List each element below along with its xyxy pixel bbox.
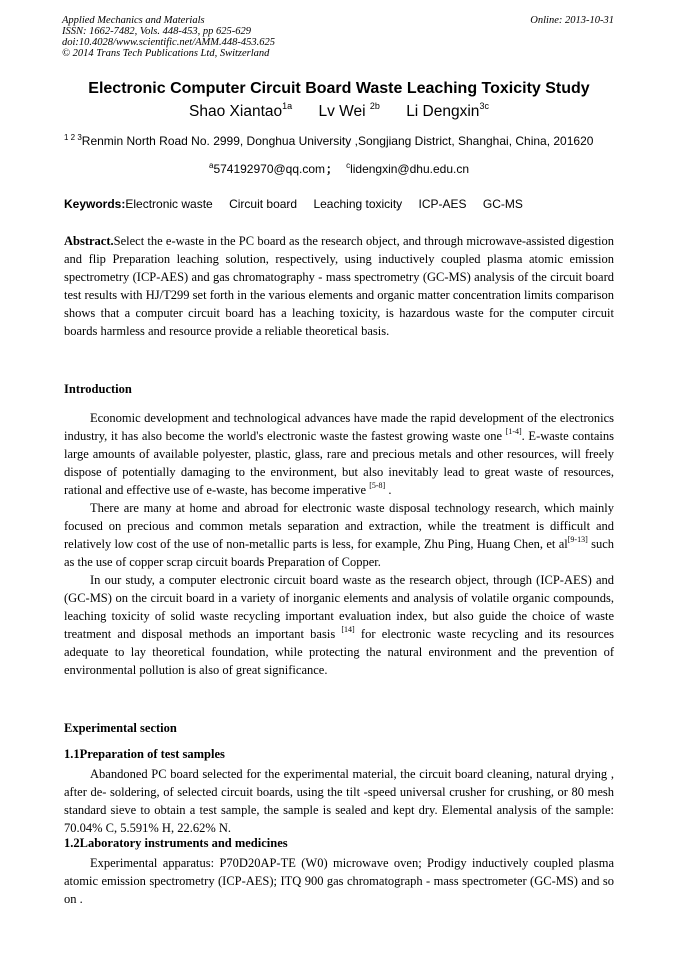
paragraph: There are many at home and abroad for electronic waste disposal technology research, which mainly focused on precious and common metals separation and extraction, while the treatment is difficult and relatively low cost of the use of non-metallic parts is less, for example, Zhu Ping, Huang Chen, et al[9-13] such as the use of copper scrap circuit boards Preparation of Copper. [64,501,614,569]
introduction-body [64,409,614,679]
journal-header [62,15,614,59]
author: Li Dengxin$^{3c}$ [406,101,489,120]
paragraph: Experimental apparatus: P70D20AP-TE (W0) microwave oven; Prodigy inductively coupled plasma atomic emission spectrometry (ICP-AES); ITQ 900 gas chromatograph - mass spectrometer (GC-MS) and so on . [64,856,614,906]
citation: [1-4] [505,427,522,436]
citation: [14] [341,625,355,634]
paper-title: Electronic Computer Circuit Board Waste Leaching Toxicity Study [88,80,590,97]
email-line: $^a$574192970@qq.com； $^c$lidengxin@dhu.edu.cn [208,161,469,176]
copyright-line: © 2014 Trans Tech Publications Ltd, Switzerland [62,48,270,59]
subsection-1-1-body [64,765,614,837]
section-heading-experimental: Experimental section [64,721,177,735]
keyword: GC-MS [482,197,523,211]
keyword: ICP-AES [418,197,467,211]
email-link[interactable]: 574192970@qq.com [213,162,326,176]
keywords: Keywords:Electronic waste Circuit board Leaching toxicity ICP-AES GC-MS [64,197,523,211]
issn-line: ISSN: 1662-7482, Vols. 448-453, pp 625-629 [62,26,251,37]
online-date: Online: 2013-10-31 [530,15,614,26]
author: Shao Xiantao$^{1a}$ [189,101,293,120]
citation: [9-13] [567,535,588,544]
email-link[interactable]: lidengxin@dhu.edu.cn [350,162,469,176]
keyword: Electronic waste [125,197,213,211]
author-list [0,103,678,121]
subsection-heading-1-2: 1.2Laboratory instruments and medicines [64,836,288,850]
paragraph: Abandoned PC board selected for the experimental material, the circuit board cleaning, natural drying , after de- soldering, of selected circuit boards, using the tilt -speed universal crusher for crushing, or 80 mesh standard sieve to obtain a test sample, the sample is sealed and kept dry. Elemental analysis of the sample: 70.04% C, 5.591% H, 22.62% N. [64,767,614,835]
keyword: Circuit board [229,197,298,211]
subsection-heading-1-1: 1.1Preparation of test samples [64,747,225,761]
doi-line: doi:10.4028/www.scientific.net/AMM.448-453.625 [62,37,275,48]
section-heading-introduction: Introduction [64,382,132,396]
affiliation: $^{1 2 3}$Renmin North Road No. 2999, Donghua University ,Songjiang District, Shanghai, China, 201620 [64,133,594,148]
author: Lv Wei $^{2b}$ [318,101,380,120]
paragraph: Economic development and technological advances have made the rapid development of the electronics industry, it has also become the world's electronic waste the fastest growing waste one [1-4]. E-waste contains large amounts of available polyester, plastic, glass, rare and precious metals and other resources, will freely dispose of potentially damaging to the environment, but also inevitably lead to great waste of resources, rational and effective use of e-waste, has become imperative [5-8] . [64,411,614,497]
keyword: Leaching toxicity [313,197,403,211]
citation: [5-8] [369,481,386,490]
abstract: Abstract.Select the e-waste in the PC board as the research object, and through microwave-assisted digestion and flip Preparation leaching solution, respectively, using inductively coupled plasma atomic emission spectrometry (ICP-AES) and gas chromatography - mass spectrometry (GC-MS) analysis of the circuit board test results with HJ/T299 set forth in the various elements and organic matter concentration limits comparison shows that a computer circuit board has a leaching toxicity, is hazardous waste for the computer circuit boards harmless and resource provide a reliable theoretical basis. [64,234,614,338]
journal-name: Applied Mechanics and Materials [62,15,205,26]
paragraph: In our study, a computer electronic circuit board waste as the research object, through (ICP-AES) and (GC-MS) on the circuit board in a variety of inorganic elements and analysis of volatile organic compounds, leaching toxicity of solid waste recycling important evaluation index, but also guide the choice of waste treatment and disposal methods an important basis [14] for electronic waste recycling and its resources adequate to lay theoretical foundation, while protecting the natural environment and the prevention of environmental pollution is also of great significance. [64,573,614,677]
subsection-1-2-body [64,854,614,908]
